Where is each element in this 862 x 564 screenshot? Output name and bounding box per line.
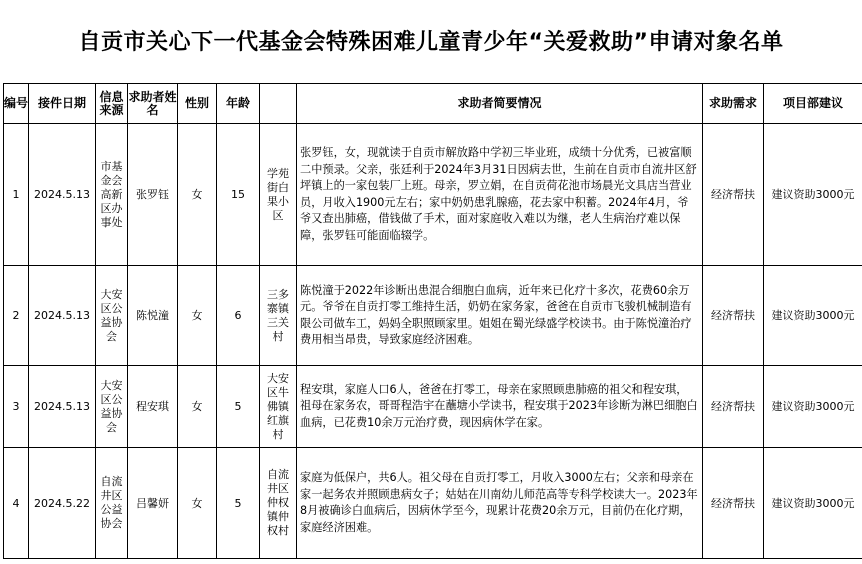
cell-suggestion: 建议资助3000元: [764, 266, 862, 366]
cell-no: 1: [4, 124, 29, 266]
cell-address: 大安区牛佛镇红旗村: [260, 366, 297, 448]
cell-age: 15: [217, 124, 260, 266]
cell-source: 大安区公益协会: [96, 266, 128, 366]
table-row: [4, 266, 862, 366]
cell-date: 2024.5.13: [29, 366, 96, 448]
cell-date: 2024.5.13: [29, 124, 96, 266]
table-row: [4, 366, 862, 448]
cell-source: 市基金会高新区办事处: [96, 124, 128, 266]
cell-need: 经济帮扶: [703, 366, 764, 448]
table-row: [4, 124, 862, 266]
cell-address: 三多寨镇三关村: [260, 266, 297, 366]
header-date: 接件日期: [29, 84, 96, 124]
cell-gender: 女: [178, 366, 217, 448]
header-row: [4, 84, 862, 124]
cell-suggestion: 建议资助3000元: [764, 366, 862, 448]
cell-gender: 女: [178, 448, 217, 559]
cell-source: 大安区公益协会: [96, 366, 128, 448]
cell-name: 张罗钰: [128, 124, 178, 266]
cell-summary: 家庭为低保户，共6人。祖父母在自贡打零工，月收入3000左右；父亲和母亲在家一起务农并照顾患病女子；姑姑在川南幼儿师范高等专科学校读大一。2023年8月被确诊白血病后，因病休学至今，现累计花费20余万元，目前仍在化疗期，家庭经济困难。: [297, 448, 703, 559]
cell-summary: 张罗钰，女，现就读于自贡市解放路中学初三毕业班，成绩十分优秀，已被富顺二中预录。父亲，张廷利于2024年3月31日因病去世，生前在自贡市自流井区舒坪镇上的一家包装厂上班。母亲，罗立娟，在自贡荷花池市场晨光文具店当营业员，月收入1900元左右；家中奶奶患乳腺癌，花去家中积蓄。2024年4月，爷爷又查出肺癌，借钱做了手术，面对家庭收入难以为继，老人生病治疗难以保障，张罗钰可能面临辍学。: [297, 124, 703, 266]
cell-age: 5: [217, 448, 260, 559]
cell-no: 3: [4, 366, 29, 448]
cell-suggestion: 建议资助3000元: [764, 448, 862, 559]
cell-name: 吕馨妍: [128, 448, 178, 559]
header-summary: 求助者简要情况: [297, 84, 703, 124]
page-title: 自贡市关心下一代基金会特殊困难儿童青少年“关爱救助”申请对象名单: [78, 29, 784, 55]
cell-need: 经济帮扶: [703, 266, 764, 366]
cell-name: 陈悦潼: [128, 266, 178, 366]
cell-gender: 女: [178, 266, 217, 366]
cell-no: 2: [4, 266, 29, 366]
cell-need: 经济帮扶: [703, 124, 764, 266]
header-need: 求助需求: [703, 84, 764, 124]
cell-address: 学苑街白果小区: [260, 124, 297, 266]
cell-date: 2024.5.22: [29, 448, 96, 559]
cell-gender: 女: [178, 124, 217, 266]
cell-need: 经济帮扶: [703, 448, 764, 559]
table-row: [4, 448, 862, 559]
cell-suggestion: 建议资助3000元: [764, 124, 862, 266]
cell-name: 程安琪: [128, 366, 178, 448]
header-gender: 性别: [178, 84, 217, 124]
applicant-table: [3, 83, 862, 559]
header-suggestion: 项目部建议: [764, 84, 862, 124]
header-address: [260, 84, 297, 124]
cell-date: 2024.5.13: [29, 266, 96, 366]
cell-source: 自流井区公益协会: [96, 448, 128, 559]
cell-age: 6: [217, 266, 260, 366]
cell-address: 自流井区仲权镇仲权村: [260, 448, 297, 559]
header-age: 年龄: [217, 84, 260, 124]
header-no: 编号: [4, 84, 29, 124]
cell-summary: 陈悦潼于2022年诊断出患混合细胞白血病，近年来已化疗十多次，花费60余万元。爷爷在自贡打零工维持生活，奶奶在家务家，爸爸在自贡市飞骏机械制造有限公司做车工，妈妈全职照顾家里。姐姐在蜀光绿盛学校读书。由于陈悦潼治疗费用相当昂贵，导致家庭经济困难。: [297, 266, 703, 366]
header-name: 求助者姓名: [128, 84, 178, 124]
cell-age: 5: [217, 366, 260, 448]
cell-no: 4: [4, 448, 29, 559]
header-source: 信息来源: [96, 84, 128, 124]
cell-summary: 程安琪，家庭人口6人，爸爸在打零工，母亲在家照顾患肺癌的祖父和程安琪，祖母在家务农，哥哥程浩宇在蘸塘小学读书，程安琪于2023年诊断为淋巴细胞白血病，已花费10余万元治疗费，现因病休学在家。: [297, 366, 703, 448]
